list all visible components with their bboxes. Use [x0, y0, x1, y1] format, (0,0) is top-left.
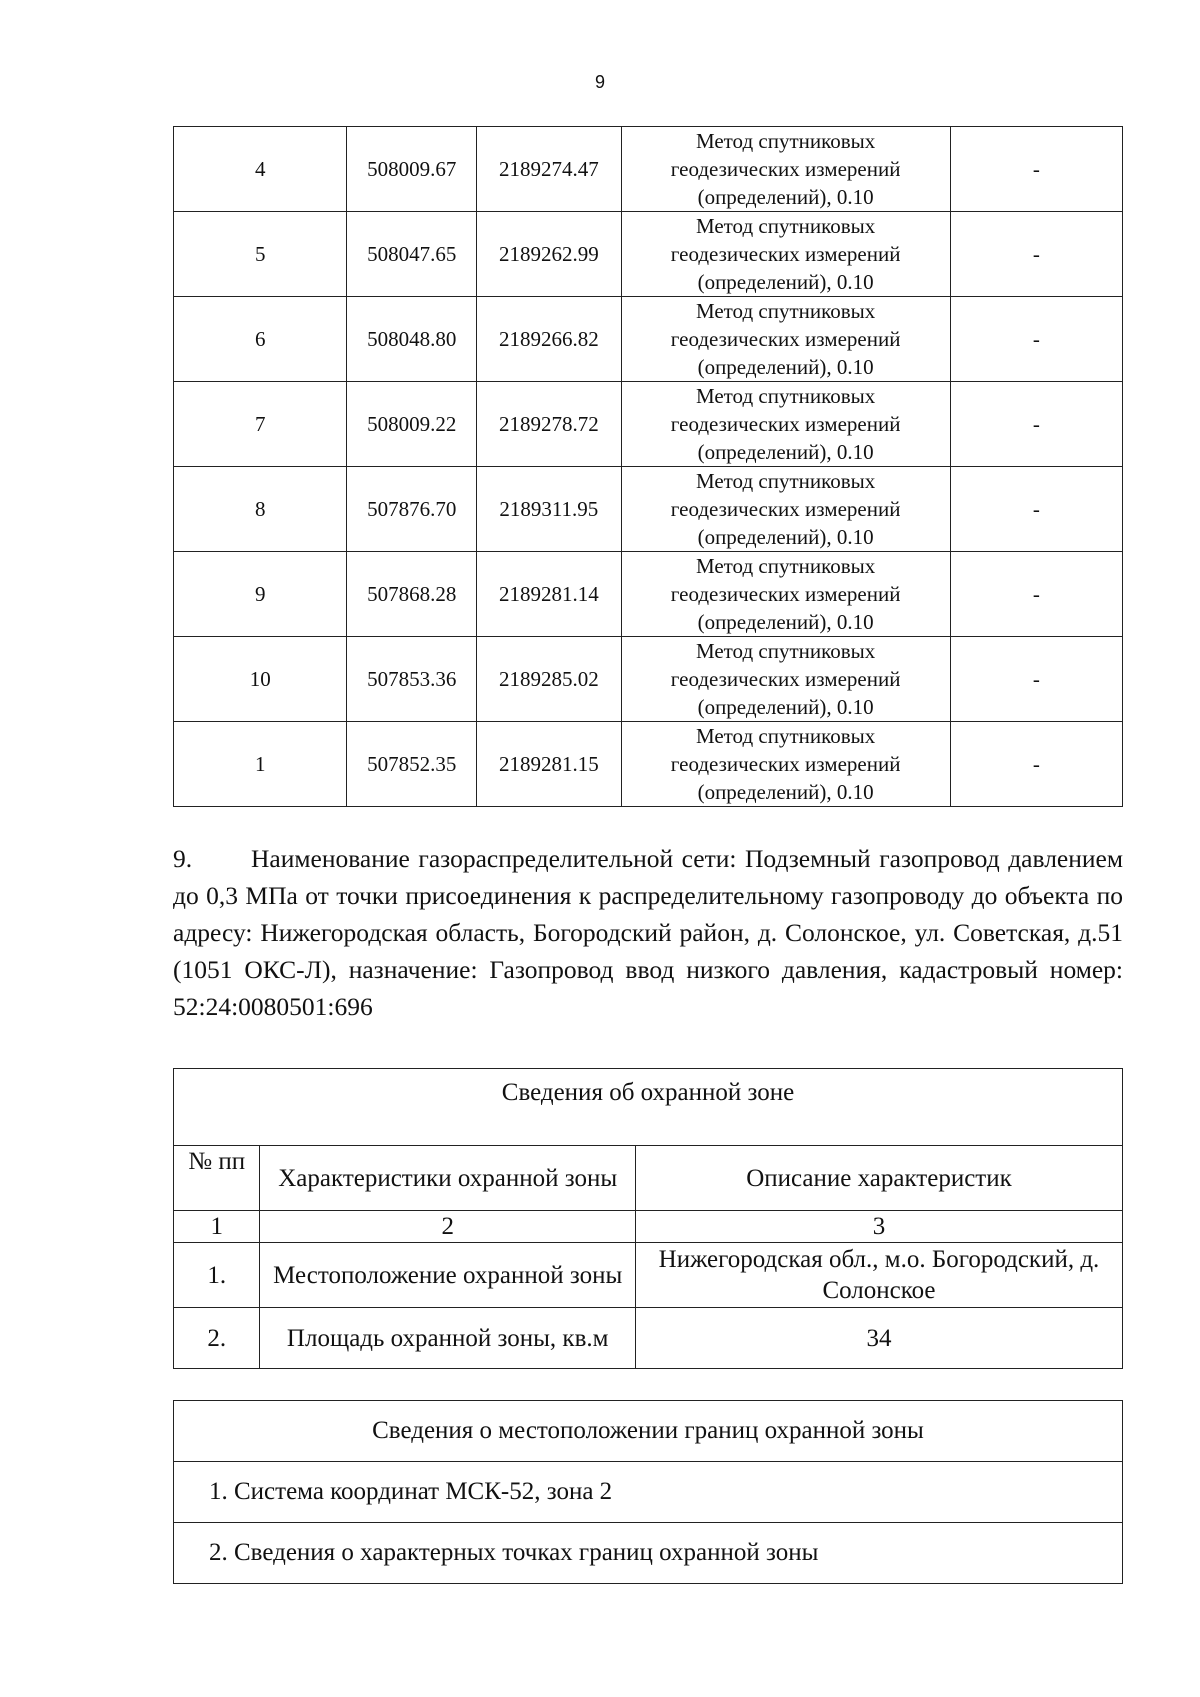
coordinate-y: 2189285.02	[477, 637, 622, 722]
coordinate-row	[174, 552, 1123, 637]
coordinate-x: 508048.80	[347, 297, 477, 382]
point-number: 4	[174, 127, 347, 212]
method-line: Метод спутниковых	[695, 214, 876, 238]
method-line: Метод спутниковых	[695, 639, 876, 663]
point-number: 7	[174, 382, 347, 467]
method-line: Метод спутниковых	[695, 384, 876, 408]
measurement-method	[621, 297, 950, 382]
column-number: 3	[635, 1211, 1122, 1243]
page-number: 9	[594, 72, 605, 92]
method-line: геодезических измерений	[670, 497, 901, 521]
method-line: (определений), 0.10	[697, 355, 874, 379]
coordinate-x: 507853.36	[347, 637, 477, 722]
coordinate-row	[174, 297, 1123, 382]
coordinate-row	[174, 637, 1123, 722]
point-note: -	[950, 297, 1122, 382]
coordinate-y: 2189274.47	[477, 127, 622, 212]
method-line: Метод спутниковых	[695, 299, 876, 323]
coordinate-row	[174, 212, 1123, 297]
method-line: (определений), 0.10	[697, 440, 874, 464]
measurement-method	[621, 212, 950, 297]
coordinate-y: 2189311.95	[477, 467, 622, 552]
coordinates-table	[173, 126, 1123, 807]
coordinate-y: 2189266.82	[477, 297, 622, 382]
point-note: -	[950, 552, 1122, 637]
coordinate-x: 508009.22	[347, 382, 477, 467]
coordinate-y: 2189281.14	[477, 552, 622, 637]
point-note: -	[950, 212, 1122, 297]
point-note: -	[950, 127, 1122, 212]
coordinate-x: 508009.67	[347, 127, 477, 212]
characteristic-name: Площадь охранной зоны, кв.м	[260, 1308, 636, 1369]
gas-network-description	[173, 840, 1123, 1025]
coordinate-row	[174, 722, 1123, 807]
characteristic-value: Нижегородская обл., м.о. Богородский, д. Солонское	[635, 1243, 1122, 1308]
method-line: (определений), 0.10	[697, 695, 874, 719]
point-number: 9	[174, 552, 347, 637]
coordinate-x: 507868.28	[347, 552, 477, 637]
characteristic-name: Местоположение охранной зоны	[260, 1243, 636, 1308]
method-line: (определений), 0.10	[697, 610, 874, 634]
coordinate-row	[174, 382, 1123, 467]
method-line: геодезических измерений	[670, 412, 901, 436]
method-line: геодезических измерений	[670, 327, 901, 351]
point-note: -	[950, 722, 1122, 807]
method-line: Метод спутниковых	[695, 129, 876, 153]
coordinate-y: 2189262.99	[477, 212, 622, 297]
coordinate-x: 507852.35	[347, 722, 477, 807]
method-line: (определений), 0.10	[697, 270, 874, 294]
method-line: Метод спутниковых	[695, 469, 876, 493]
point-note: -	[950, 382, 1122, 467]
characteristic-value: 34	[635, 1308, 1122, 1369]
method-line: геодезических измерений	[670, 752, 901, 776]
point-number: 6	[174, 297, 347, 382]
boundaries-title: Сведения о местоположении границ охранной зоны	[174, 1401, 1123, 1462]
header-number: № пп	[174, 1146, 260, 1211]
section-text: Наименование газораспределительной сети: Подземный газопровод давлением до 0,3 МПа от точки присоединения к распределительному газопроводу до объекта по адресу: Нижегородская область, Богородский район, д. Солонское, ул. Советская, д.51 (1051 ОКС-Л), назначение: Газопровод ввод низкого давления, кадастровый номер: 52:24:0080501:696	[173, 844, 1123, 1021]
point-number: 10	[174, 637, 347, 722]
coordinate-row	[174, 467, 1123, 552]
zone-boundaries-table	[173, 1400, 1123, 1584]
row-number: 2.	[174, 1308, 260, 1369]
header-description: Описание характеристик	[635, 1146, 1122, 1211]
measurement-method	[621, 552, 950, 637]
header-characteristics: Характеристики охранной зоны	[260, 1146, 636, 1211]
column-number: 2	[260, 1211, 636, 1243]
section-number: 9.	[173, 844, 193, 873]
method-line: (определений), 0.10	[697, 525, 874, 549]
boundaries-item: 1. Система координат МСК-52, зона 2	[174, 1462, 1123, 1523]
point-number: 5	[174, 212, 347, 297]
method-line: Метод спутниковых	[695, 554, 876, 578]
coordinate-y: 2189278.72	[477, 382, 622, 467]
point-number: 8	[174, 467, 347, 552]
coordinate-row	[174, 127, 1123, 212]
row-number: 1.	[174, 1243, 260, 1308]
method-line: геодезических измерений	[670, 242, 901, 266]
coordinate-x: 507876.70	[347, 467, 477, 552]
boundaries-item: 2. Сведения о характерных точках границ охранной зоны	[174, 1523, 1123, 1584]
point-note: -	[950, 637, 1122, 722]
measurement-method	[621, 637, 950, 722]
method-line: (определений), 0.10	[697, 780, 874, 804]
column-number: 1	[174, 1211, 260, 1243]
method-line: геодезических измерений	[670, 667, 901, 691]
method-line: Метод спутниковых	[695, 724, 876, 748]
measurement-method	[621, 722, 950, 807]
coordinate-y: 2189281.15	[477, 722, 622, 807]
point-note: -	[950, 467, 1122, 552]
protection-zone-table	[173, 1068, 1123, 1369]
method-line: геодезических измерений	[670, 582, 901, 606]
coordinate-x: 508047.65	[347, 212, 477, 297]
method-line: геодезических измерений	[670, 157, 901, 181]
measurement-method	[621, 127, 950, 212]
method-line: (определений), 0.10	[697, 185, 874, 209]
point-number: 1	[174, 722, 347, 807]
zone-table-title: Сведения об охранной зоне	[174, 1069, 1123, 1146]
measurement-method	[621, 382, 950, 467]
measurement-method	[621, 467, 950, 552]
